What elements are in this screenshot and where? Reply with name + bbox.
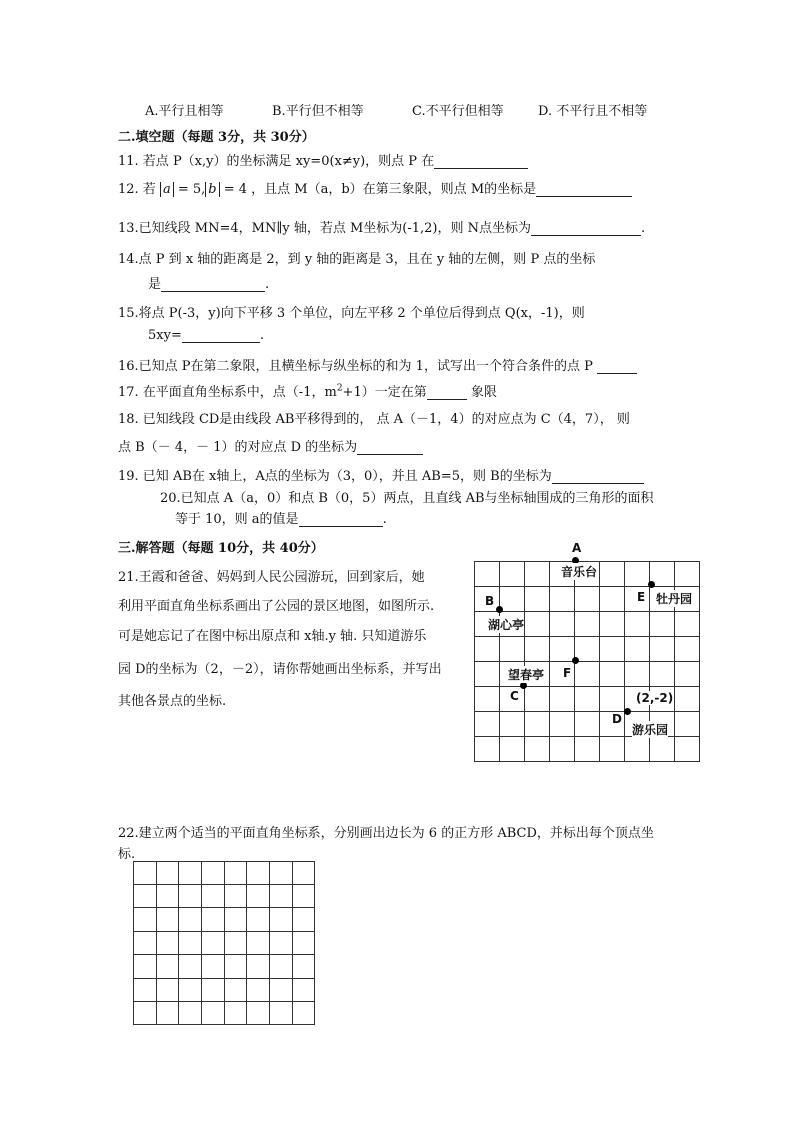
section-3-title: 三.解答题（每题 10分，共 40分） (118, 541, 324, 556)
question-11-text: 11. 若点 P（x,y）的坐标满足 xy=0(x≠y)，则点 P 在 (118, 154, 435, 169)
label-c-letter: C (510, 689, 519, 703)
point-b (496, 606, 503, 613)
question-21-line5: 其他各景点的坐标. (118, 694, 227, 709)
abs-b: b (205, 182, 219, 197)
question-15-line2: 5xy= . (148, 328, 264, 343)
question-21-line4: 园 D的坐标为（2，－2），请你帮她画出坐标系，并写出 (118, 662, 442, 677)
answer-blank[interactable] (161, 277, 265, 292)
label-b-name: 湖心亭 (488, 618, 525, 632)
label-a-letter: A (572, 541, 582, 555)
answer-blank[interactable] (597, 359, 637, 374)
question-12-mid1: = 5, (173, 182, 206, 197)
label-b-letter: B (485, 594, 495, 608)
question-12 (118, 178, 632, 197)
question-14-line1: 14.点 P 到 x 轴的距离是 2，到 y 轴的距离是 3，且在 y 轴的左侧，则 P 点的坐标 (118, 252, 596, 267)
question-22-line2: 标. (118, 847, 136, 862)
question-15-line1: 15.将点 P(-3，y)向下平移 3 个单位，向左平移 2 个单位后得到点 Q(x，-1)，则 (118, 306, 585, 321)
label-e-letter: E (637, 590, 646, 604)
question-18-line1: 18. 已知线段 CD是由线段 AB平移得到的， 点 A（－1，4）的对应点为 C（4，7）， 则 (118, 412, 630, 427)
point-d (624, 708, 631, 715)
question-11 (118, 150, 528, 169)
label-d-letter: D (612, 712, 622, 726)
label-d-coord: (2,-2) (636, 691, 674, 705)
label-e-name: 牡丹园 (656, 592, 693, 606)
question-14-line2: 是 . (148, 277, 270, 292)
question-19: 19. 已知 AB在 x轴上，A点的坐标为（3，0），并且 AB=5，则 B的坐标为 (118, 465, 644, 484)
answer-blank[interactable] (434, 154, 528, 169)
question-21-line1: 21.王霞和爸爸、妈妈到人民公园游玩，回到家后，她 (118, 570, 425, 585)
answer-blank[interactable] (531, 221, 641, 236)
answer-blank[interactable] (536, 182, 632, 197)
blank-coordinate-grid[interactable] (133, 861, 317, 1027)
answer-blank[interactable] (357, 440, 423, 455)
option-a: A.平行且相等 (145, 104, 224, 119)
question-21-line3: 可是她忘记了在图中标出原点和 x轴.y 轴. 只知道游乐 (118, 629, 427, 644)
section-2-title: 二.填空题（每题 3分，共 30分） (118, 130, 315, 145)
option-b: B.平行但不相等 (272, 104, 364, 119)
option-d: D. 不平行且不相等 (538, 104, 648, 119)
question-20-line2: 等于 10，则 a的值是 . (175, 512, 387, 527)
question-20-line1: 20.已知点 A（a，0）和点 B（0，5）两点，且直线 AB与坐标轴围成的三角形的面积 (160, 491, 654, 506)
question-12-pre: 12. 若 (118, 182, 156, 197)
label-d-name: 游乐园 (632, 723, 669, 737)
label-f-letter: F (563, 666, 572, 680)
question-13: 13.已知线段 MN=4，MN∥y 轴，若点 M坐标为(-1,2)，则 N点坐标为 . (118, 221, 646, 236)
question-18-line2: 点 B（－ 4，－ 1）的对应点 D 的坐标为 (118, 436, 423, 455)
answer-blank[interactable] (299, 512, 383, 527)
answer-blank[interactable] (427, 385, 467, 400)
point-c (520, 682, 527, 689)
label-a-name: 音乐台 (561, 565, 598, 579)
label-c-name: 望春亭 (508, 668, 545, 682)
question-22-line1: 22.建立两个适当的平面直角坐标系，分别画出边长为 6 的正方形 ABCD，并标出每个顶点坐 (118, 826, 654, 841)
question-21-line2: 利用平面直角坐标系画出了公园的景区地图，如图所示. (118, 599, 435, 614)
answer-blank[interactable] (552, 469, 644, 484)
question-16: 16.已知点 P在第二象限，且横坐标与纵坐标的和为 1，试写出一个符合条件的点 P (118, 355, 637, 374)
point-e (648, 581, 655, 588)
point-f (572, 657, 579, 664)
abs-a: a (160, 182, 174, 197)
question-17: 17. 在平面直角坐标系中，点（-1，$m^2+1$）一定在第 象限 (118, 383, 497, 400)
question-13-text: 13.已知线段 MN=4，MN∥y 轴，若点 M坐标为(-1,2)，则 N点坐标为 (118, 221, 531, 236)
answer-blank[interactable] (182, 328, 260, 343)
option-c: C.不平行但相等 (412, 104, 504, 119)
question-12-mid2: = 4 ，且点 M（a，b）在第三象限，则点 M的坐标是 (219, 182, 537, 197)
